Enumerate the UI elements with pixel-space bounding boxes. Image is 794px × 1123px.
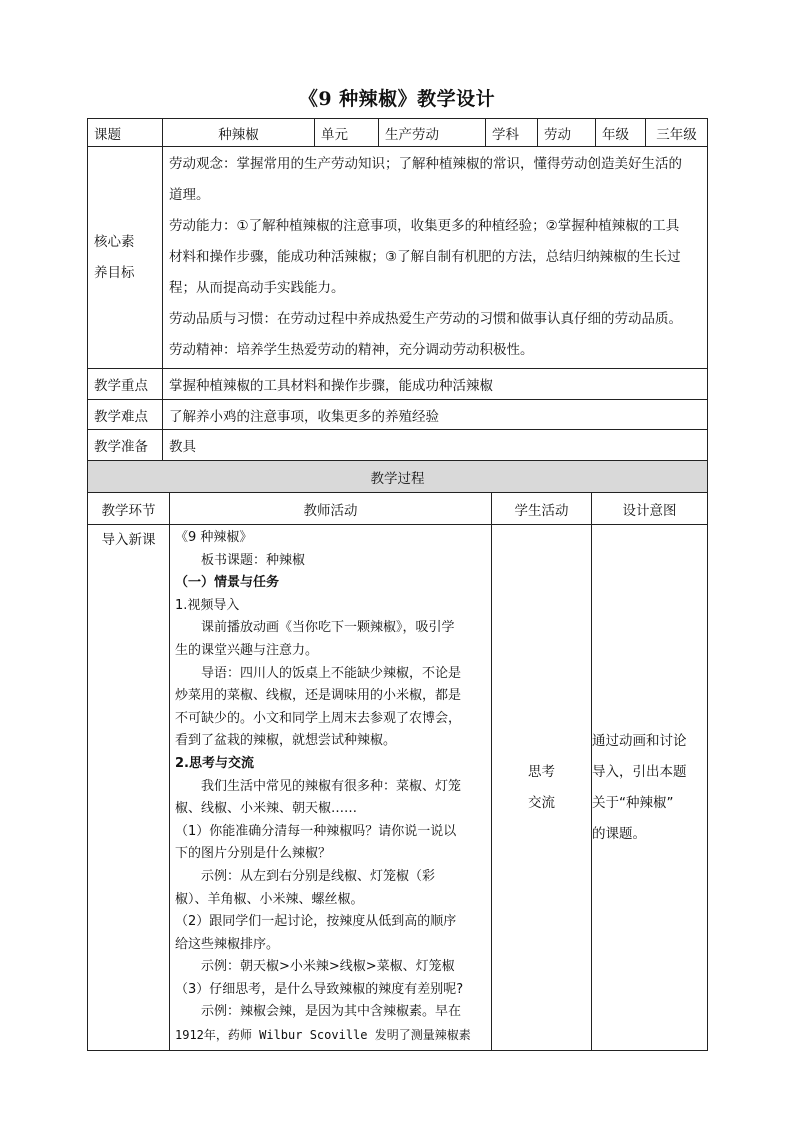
teacher-line: （3）仔细思考，是什么导致辣椒的辣度有差别呢? xyxy=(175,981,464,997)
teacher-line: 1912年，药师 Wilbur Scoville 发明了测量辣椒素 xyxy=(175,1028,471,1043)
teacher-line: 示例：辣椒会辣，是因为其中含辣椒素。早在 xyxy=(201,1004,462,1020)
grade-value: 三年级 xyxy=(646,119,708,147)
objective-line: 劳动能力：①了解种植辣椒的注意事项，收集更多的种植经验；②掌握种植辣椒的工具 xyxy=(169,218,680,234)
objective-line: 劳动品质与习惯：在劳动过程中养成热爱生产劳动的习惯和做事认真仔细的劳动品质。 xyxy=(169,311,682,327)
teacher-line: 导语：四川人的饭桌上不能缺少辣椒，不论是 xyxy=(201,665,462,681)
info-table xyxy=(87,118,708,461)
objective-line: 劳动精神：培养学生热爱劳动的精神，充分调动劳动积极性。 xyxy=(169,342,534,358)
teacher-line: 2.思考与交流 xyxy=(175,755,254,771)
objectives-text xyxy=(163,147,708,369)
document-title: 《9 种辣椒》教学设计 xyxy=(298,88,496,110)
col-stage-header: 教学环节 xyxy=(88,493,170,525)
teacher-line: 1.视频导入 xyxy=(175,597,240,613)
teacher-line: 生的课堂兴趣与注意力。 xyxy=(175,642,319,658)
teacher-line: 下的图片分别是什么辣椒？ xyxy=(175,846,332,862)
process-table xyxy=(87,460,708,1051)
col-intent-header: 设计意图 xyxy=(592,493,708,525)
teacher-line: 我们生活中常见的辣椒有很多种：菜椒、灯笼 xyxy=(201,778,462,794)
intent-line: 关于“种辣椒” xyxy=(592,794,674,811)
col-teacher-header: 教师活动 xyxy=(170,493,492,525)
teacher-line: 不可缺少的。小文和同学上周末去参观了农博会， xyxy=(175,710,462,726)
teacher-line: （1）你能准确分清每一种辣椒吗？请你说一说以 xyxy=(175,823,457,839)
course-value: 劳动 xyxy=(538,119,596,147)
teacher-line: 板书课题：种辣椒 xyxy=(201,552,306,568)
preparation-label: 教学准备 xyxy=(88,430,163,461)
objective-line: 劳动观念：掌握常用的生产劳动知识；了解种植辣椒的常识，懂得劳动创造美好生活的 xyxy=(169,156,682,172)
teacher-line: 示例：从左到右分别是线椒、灯笼椒（彩 xyxy=(201,868,436,884)
teacher-line: 给这些辣椒排序。 xyxy=(175,936,280,952)
design-intent-cell xyxy=(592,525,708,1051)
subject-label: 课题 xyxy=(88,119,163,147)
student-line: 思考 xyxy=(528,763,555,780)
course-label: 学科 xyxy=(486,119,538,147)
key-point-value: 掌握种植辣椒的工具材料和操作步骤，能成功种活辣椒 xyxy=(163,369,708,400)
subject-value: 种辣椒 xyxy=(163,119,315,147)
objectives-label xyxy=(88,147,163,369)
teacher-line: 课前播放动画《当你吃下一颗辣椒》，吸引学 xyxy=(201,620,455,636)
objective-line: 程；从而提高动手实践能力。 xyxy=(169,280,345,296)
teacher-line: 看到了盆栽的辣椒，就想尝试种辣椒。 xyxy=(175,733,397,749)
difficulty-label: 教学难点 xyxy=(88,400,163,430)
difficulty-value: 了解养小鸡的注意事项，收集更多的养殖经验 xyxy=(163,400,708,430)
objective-line: 道理。 xyxy=(169,187,210,203)
intent-line: 导入，引出本题 xyxy=(592,763,687,780)
student-activity-cell xyxy=(492,525,592,1051)
unit-label: 单元 xyxy=(315,119,379,147)
student-line: 交流 xyxy=(528,794,555,811)
objectives-label-line2: 养目标 xyxy=(94,264,135,281)
teacher-line: 示例：朝天椒>小米辣>线椒>菜椒、灯笼椒 xyxy=(201,959,455,975)
preparation-value: 教具 xyxy=(163,430,708,461)
teacher-line: （一）情景与任务 xyxy=(175,575,280,591)
teacher-line: （2）跟同学们一起讨论，按辣度从低到高的顺序 xyxy=(175,914,457,930)
col-student-header: 学生活动 xyxy=(492,493,592,525)
teacher-line: 椒）、羊角椒、小米辣、螺丝椒。 xyxy=(175,891,364,907)
stage-cell: 导入新课 xyxy=(88,525,170,1051)
grade-label: 年级 xyxy=(596,119,646,147)
teacher-activity-cell xyxy=(170,525,492,1051)
unit-value: 生产劳动 xyxy=(379,119,486,147)
objectives-label-line1: 核心素 xyxy=(94,233,135,250)
teacher-line: 《9 种辣椒》 xyxy=(175,530,253,545)
intent-line: 的课题。 xyxy=(592,825,646,842)
objective-line: 材料和操作步骤，能成功种活辣椒；③了解自制有机肥的方法，总结归纳辣椒的生长过 xyxy=(169,249,681,265)
teacher-line: 炒菜用的菜椒、线椒，还是调味用的小米椒，都是 xyxy=(175,688,462,704)
process-header: 教学过程 xyxy=(88,461,708,493)
key-point-label: 教学重点 xyxy=(88,369,163,400)
teacher-line: 椒、线椒、小米辣、朝天椒…… xyxy=(175,801,358,817)
intent-line: 通过动画和讨论 xyxy=(592,732,687,749)
